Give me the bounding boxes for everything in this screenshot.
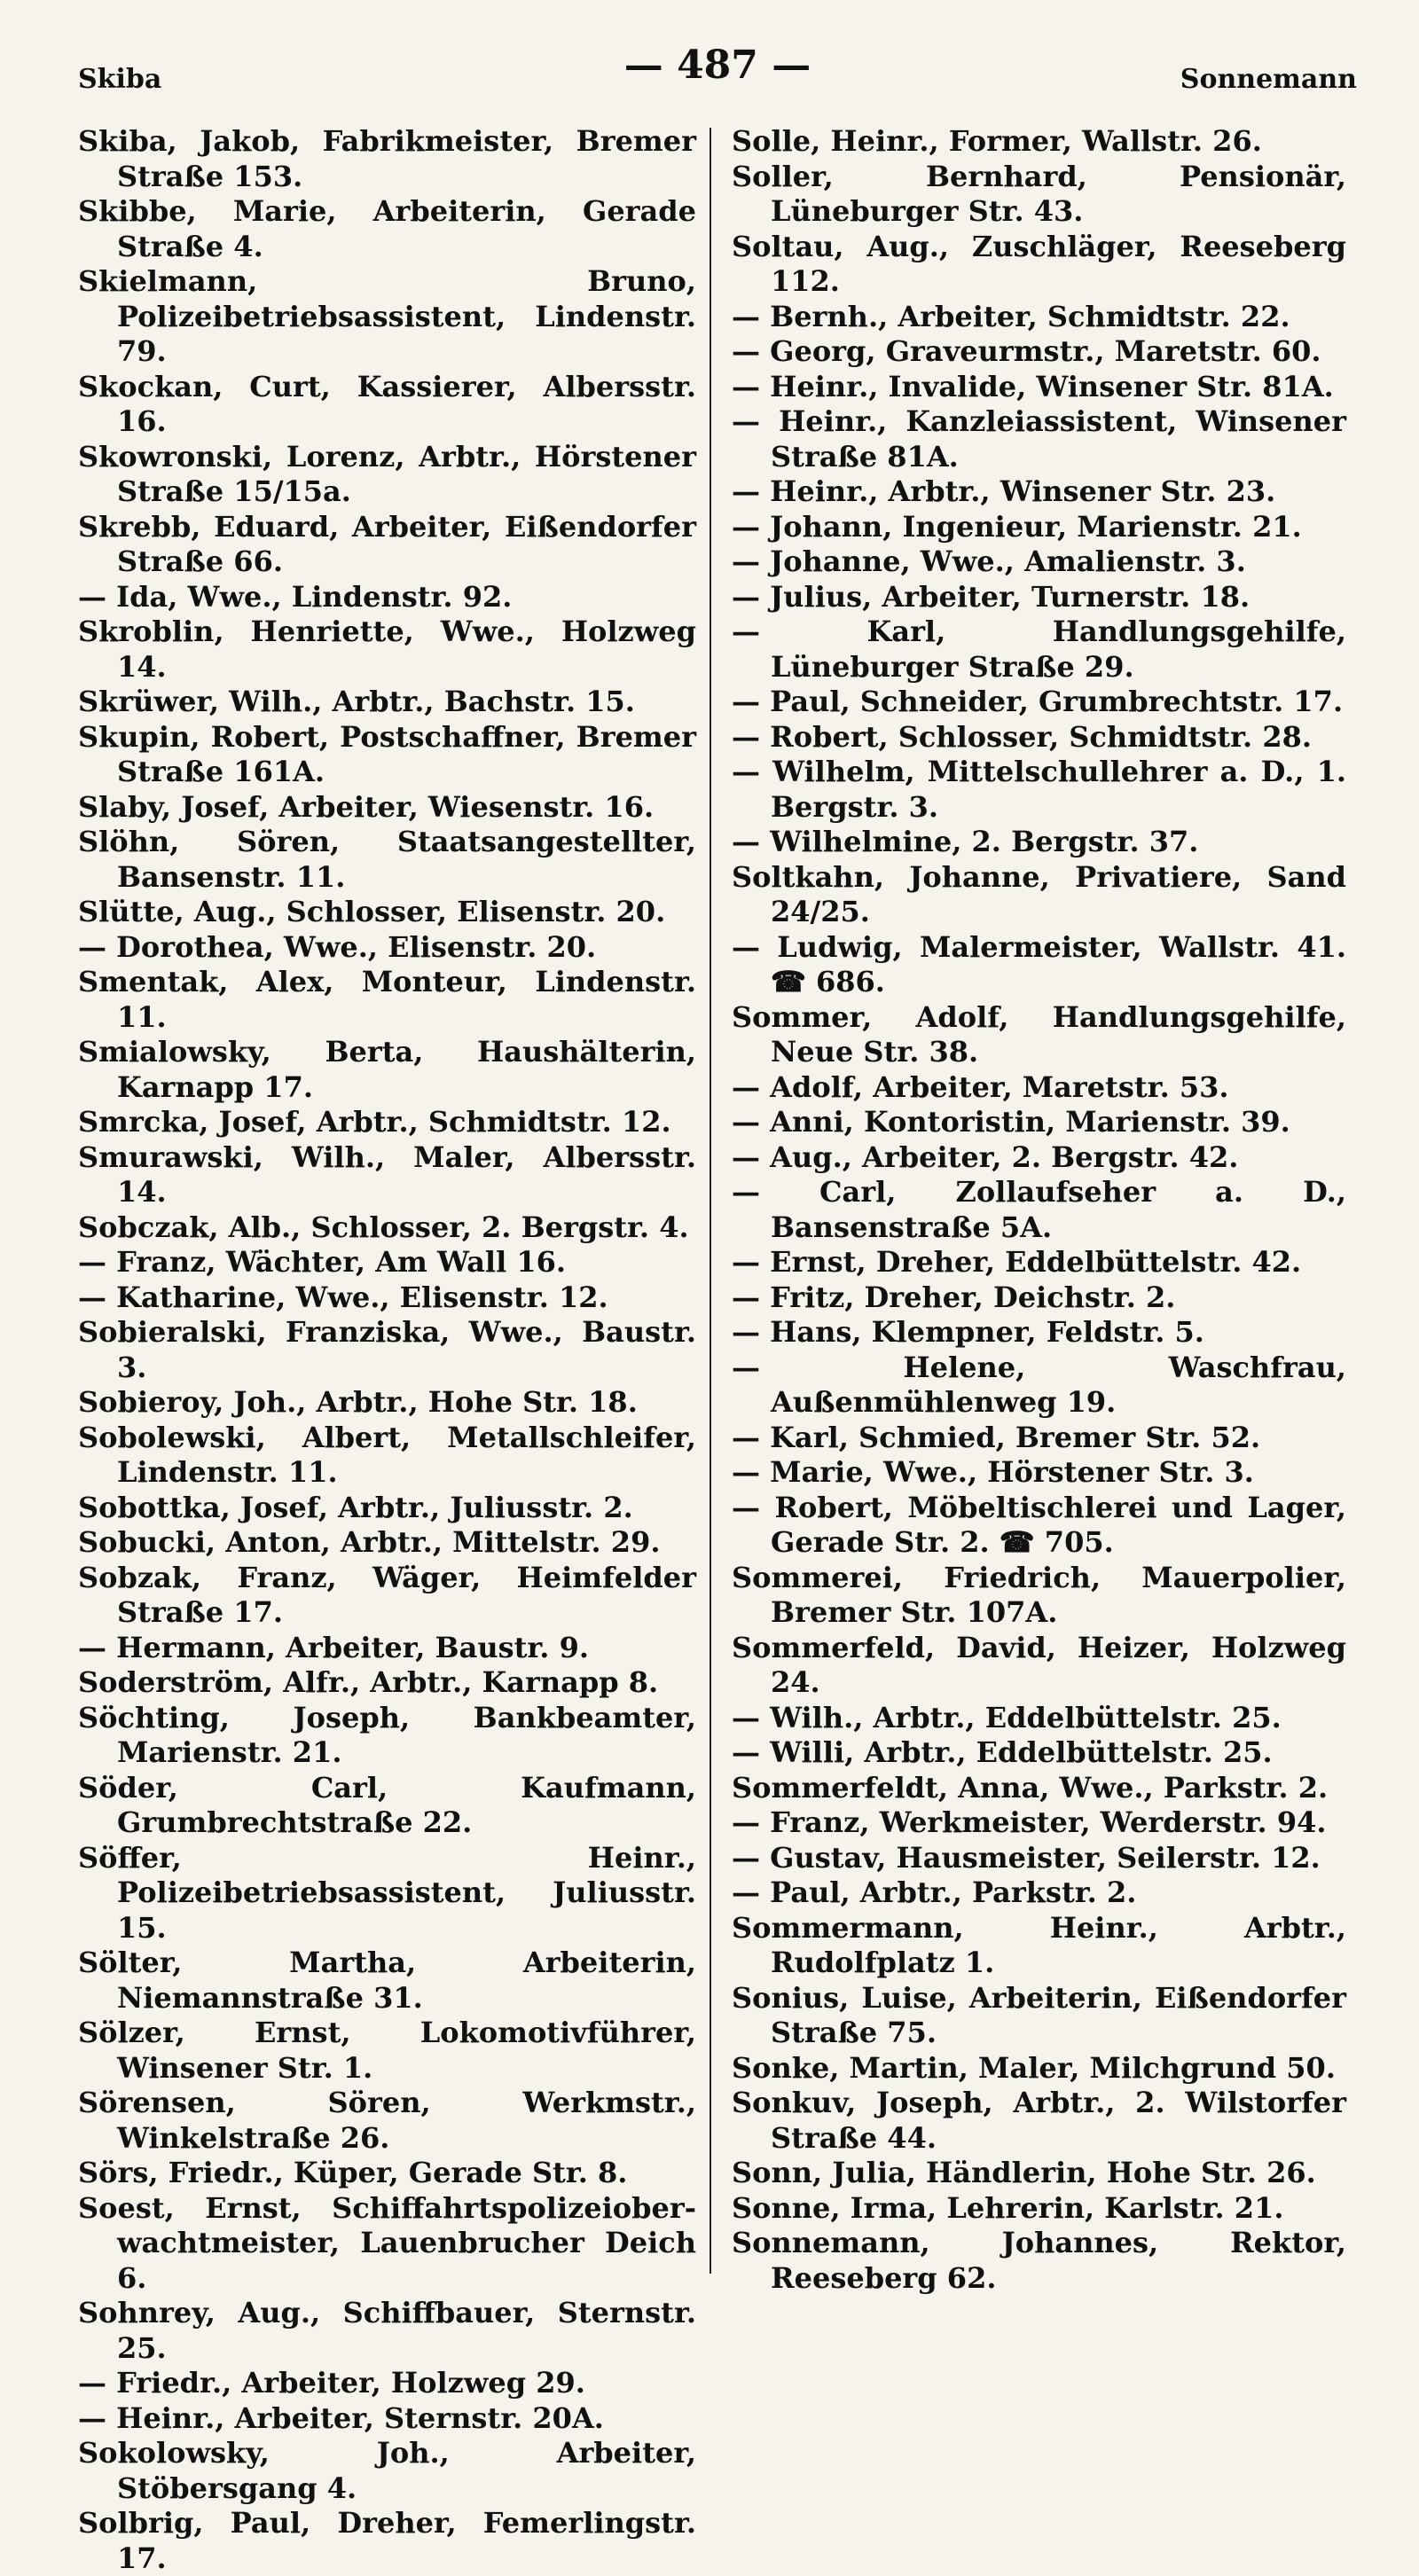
directory-entry: Skibbe, Marie, Arbeiterin, Gerade Straße 4. <box>78 194 696 263</box>
directory-entry: Sommerfeld, David, Heizer, Holzweg 24. <box>732 1630 1346 1699</box>
directory-entry: Soderström, Alfr., Arbtr., Karnapp 8. <box>78 1665 659 1699</box>
directory-entry: — Paul, Arbtr., Parkstr. 2. <box>732 1875 1137 1909</box>
directory-entry: — Helene, Waschfrau, Außenmühlenweg 19. <box>732 1350 1346 1419</box>
directory-entry: — Hans, Klempner, Feldstr. 5. <box>732 1315 1204 1349</box>
directory-entry: — Bernh., Arbeiter, Schmidtstr. 22. <box>732 299 1290 333</box>
directory-entry: Sohnrey, Aug., Schiffbauer, Sternstr. 25. <box>78 2296 696 2365</box>
directory-entry: Sokolowsky, Joh., Arbeiter, Stöbersgang 4. <box>78 2436 696 2505</box>
directory-entry: Sörensen, Sören, Werkmstr., Winkelstraße 26. <box>78 2086 696 2155</box>
directory-entry: Skielmann, Bruno, Polizeibetriebsassistent, Lindenstr. 79. <box>78 264 696 368</box>
directory-entry: — Julius, Arbeiter, Turnerstr. 18. <box>732 579 1250 614</box>
directory-entry: Söffer, Heinr., Polizeibetriebsassistent, Juliusstr. 15. <box>78 1840 696 1945</box>
directory-entry: — Aug., Arbeiter, 2. Bergstr. 42. <box>732 1139 1239 1174</box>
directory-entry: Slütte, Aug., Schlosser, Elisenstr. 20. <box>78 895 666 928</box>
directory-entry: Sommerei, Friedrich, Mauerpolier, Bremer Str. 107A. <box>732 1560 1346 1629</box>
directory-entry: — Franz, Wächter, Am Wall 16. <box>78 1245 567 1279</box>
directory-entry: — Johanne, Wwe., Amalienstr. 3. <box>732 544 1246 578</box>
directory-entry: — Ludwig, Malermeister, Wallstr. 41. ☎ 686. <box>732 929 1346 998</box>
directory-entry: — Adolf, Arbeiter, Maretstr. 53. <box>732 1069 1229 1104</box>
directory-entry: — Marie, Wwe., Hörstener Str. 3. <box>732 1455 1254 1489</box>
directory-entry: Skrebb, Eduard, Arbeiter, Eißendorfer Straße 66. <box>78 509 696 578</box>
directory-entry: Soller, Bernhard, Pensionär, Lüneburger Str. 43. <box>732 159 1346 228</box>
directory-entry: Slöhn, Sören, Staatsangestellter, Bansenstr. 11. <box>78 825 696 894</box>
directory-entry: — Ernst, Dreher, Eddelbüttelstr. 42. <box>732 1245 1302 1279</box>
directory-entry: — Fritz, Dreher, Deichstr. 2. <box>732 1280 1176 1314</box>
directory-entry: — Johann, Ingenieur, Marienstr. 21. <box>732 509 1302 544</box>
directory-entry: Sobieralski, Franziska, Wwe., Baustr. 3. <box>78 1315 696 1384</box>
directory-entry: — Wilhelm, Mittelschullehrer a. D., 1. Bergstr. 3. <box>732 755 1346 824</box>
header-right-keyword: Sonnemann <box>1180 64 1357 95</box>
directory-entry: — Heinr., Arbeiter, Sternstr. 20A. <box>78 2400 604 2435</box>
directory-entry: — Anni, Kontoristin, Marienstr. 39. <box>732 1105 1290 1139</box>
directory-entry: — Willi, Arbtr., Eddelbüttelstr. 25. <box>732 1735 1273 1769</box>
directory-entry: Sobolewski, Albert, Metallschleifer, Lindenstr. 11. <box>78 1420 696 1489</box>
entry-columns <box>78 124 1357 2576</box>
directory-entry: Söder, Carl, Kaufmann, Grumbrechtstraße 22. <box>78 1770 696 1839</box>
directory-entry: Solle, Heinr., Former, Wallstr. 26. <box>732 124 1262 158</box>
directory-entry: Smialowsky, Berta, Haushälterin, Karnapp 17. <box>78 1035 696 1104</box>
directory-entry: Sobczak, Alb., Schlosser, 2. Bergstr. 4. <box>78 1210 689 1244</box>
directory-entry: Söchting, Joseph, Bankbeamter, Marienstr. 21. <box>78 1700 696 1769</box>
directory-entry: Sobzak, Franz, Wäger, Heimfelder Straße 17. <box>78 1560 696 1629</box>
directory-entry: Solbrig, Paul, Dreher, Femerlingstr. 17. <box>78 2506 696 2575</box>
directory-entry: Sobucki, Anton, Arbtr., Mittelstr. 29. <box>78 1525 661 1559</box>
directory-entry: Sommerfeldt, Anna, Wwe., Parkstr. 2. <box>732 1770 1329 1805</box>
directory-entry: Sobieroy, Joh., Arbtr., Hohe Str. 18. <box>78 1385 638 1419</box>
directory-entry: Sölter, Martha, Arbeiterin, Niemannstraße 31. <box>78 1946 696 2015</box>
directory-entry: — Karl, Handlungsgehilfe, Lüneburger Straße 29. <box>732 615 1346 684</box>
directory-entry: — Hermann, Arbeiter, Baustr. 9. <box>78 1630 589 1664</box>
directory-entry: Sonius, Luise, Arbeiterin, Eißendorfer Straße 75. <box>732 1980 1346 2049</box>
directory-entry: — Karl, Schmied, Bremer Str. 52. <box>732 1420 1261 1454</box>
directory-entry: Sobottka, Josef, Arbtr., Juliusstr. 2. <box>78 1490 633 1524</box>
directory-entry: Skiba, Jakob, Fabrikmeister, Bremer Straße 153. <box>78 124 696 193</box>
directory-entry: Sonn, Julia, Händlerin, Hohe Str. 26. <box>732 2156 1316 2189</box>
directory-entry: Slaby, Josef, Arbeiter, Wiesenstr. 16. <box>78 789 655 824</box>
directory-entry: — Ida, Wwe., Lindenstr. 92. <box>78 579 513 614</box>
directory-entry: — Carl, Zollaufseher a. D., Bansenstraße 5A. <box>732 1175 1346 1244</box>
directory-entry: Smrcka, Josef, Arbtr., Schmidtstr. 12. <box>78 1105 671 1139</box>
left-column <box>78 124 712 2576</box>
directory-entry: — Georg, Graveurmstr., Maretstr. 60. <box>732 334 1321 368</box>
directory-entry: — Wilh., Arbtr., Eddelbüttelstr. 25. <box>732 1700 1282 1734</box>
directory-entry: — Katharine, Wwe., Elisenstr. 12. <box>78 1280 608 1314</box>
directory-entry: Smentak, Alex, Monteur, Lindenstr. 11. <box>78 965 696 1034</box>
directory-entry: Skupin, Robert, Postschaffner, Bremer Straße 161A. <box>78 719 696 788</box>
directory-entry: Soltkahn, Johanne, Privatiere, Sand 24/25. <box>732 859 1346 928</box>
right-column <box>712 124 1346 2576</box>
directory-entry: — Franz, Werkmeister, Werderstr. 94. <box>732 1805 1327 1839</box>
directory-entry: Soest, Ernst, Schiffahrtspolizeiober-wachtmeister, Lauenbrucher Deich 6. <box>78 2190 696 2295</box>
directory-entry: — Heinr., Arbtr., Winsener Str. 23. <box>732 474 1276 508</box>
directory-entry: Smurawski, Wilh., Maler, Albersstr. 14. <box>78 1139 696 1209</box>
page-number: — 487 — <box>623 43 811 88</box>
directory-entry: Sommermann, Heinr., Arbtr., Rudolfplatz 1. <box>732 1910 1346 1979</box>
directory-entry: Sölzer, Ernst, Lokomotivführer, Winsener Str. 1. <box>78 2016 696 2085</box>
directory-entry: Skroblin, Henriette, Wwe., Holzweg 14. <box>78 615 696 684</box>
directory-entry: Sonne, Irma, Lehrerin, Karlstr. 21. <box>732 2190 1284 2225</box>
directory-entry: Sörs, Friedr., Küper, Gerade Str. 8. <box>78 2156 628 2189</box>
directory-entry: Sonnemann, Johannes, Rektor, Reeseberg 62. <box>732 2226 1346 2295</box>
directory-entry: — Heinr., Invalide, Winsener Str. 81A. <box>732 369 1334 403</box>
directory-entry: — Friedr., Arbeiter, Holzweg 29. <box>78 2366 585 2400</box>
column-divider <box>710 128 711 2274</box>
directory-entry: — Wilhelmine, 2. Bergstr. 37. <box>732 825 1199 858</box>
directory-entry: Soltau, Aug., Zuschläger, Reeseberg 112. <box>732 229 1346 298</box>
directory-entry: Skowronski, Lorenz, Arbtr., Hörstener Straße 15/15a. <box>78 439 696 508</box>
directory-entry: Sonke, Martin, Maler, Milchgrund 50. <box>732 2050 1336 2085</box>
directory-entry: — Robert, Möbeltischlerei und Lager, Gerade Str. 2. ☎ 705. <box>732 1490 1346 1559</box>
directory-entry: — Paul, Schneider, Grumbrechtstr. 17. <box>732 685 1344 718</box>
directory-entry: Skockan, Curt, Kassierer, Albersstr. 16. <box>78 369 696 438</box>
directory-entry: Sonkuv, Joseph, Arbtr., 2. Wilstorfer Straße 44. <box>732 2086 1346 2155</box>
directory-entry: Sommer, Adolf, Handlungsgehilfe, Neue Str. 38. <box>732 999 1346 1069</box>
directory-entry: — Robert, Schlosser, Schmidtstr. 28. <box>732 719 1312 754</box>
page-header <box>78 43 1357 105</box>
header-left-keyword: Skiba <box>78 64 162 95</box>
directory-entry: — Heinr., Kanzleiassistent, Winsener Straße 81A. <box>732 404 1346 474</box>
directory-entry: — Dorothea, Wwe., Elisenstr. 20. <box>78 929 597 964</box>
directory-entry: — Gustav, Hausmeister, Seilerstr. 12. <box>732 1840 1321 1875</box>
directory-entry: Skrüwer, Wilh., Arbtr., Bachstr. 15. <box>78 685 635 718</box>
